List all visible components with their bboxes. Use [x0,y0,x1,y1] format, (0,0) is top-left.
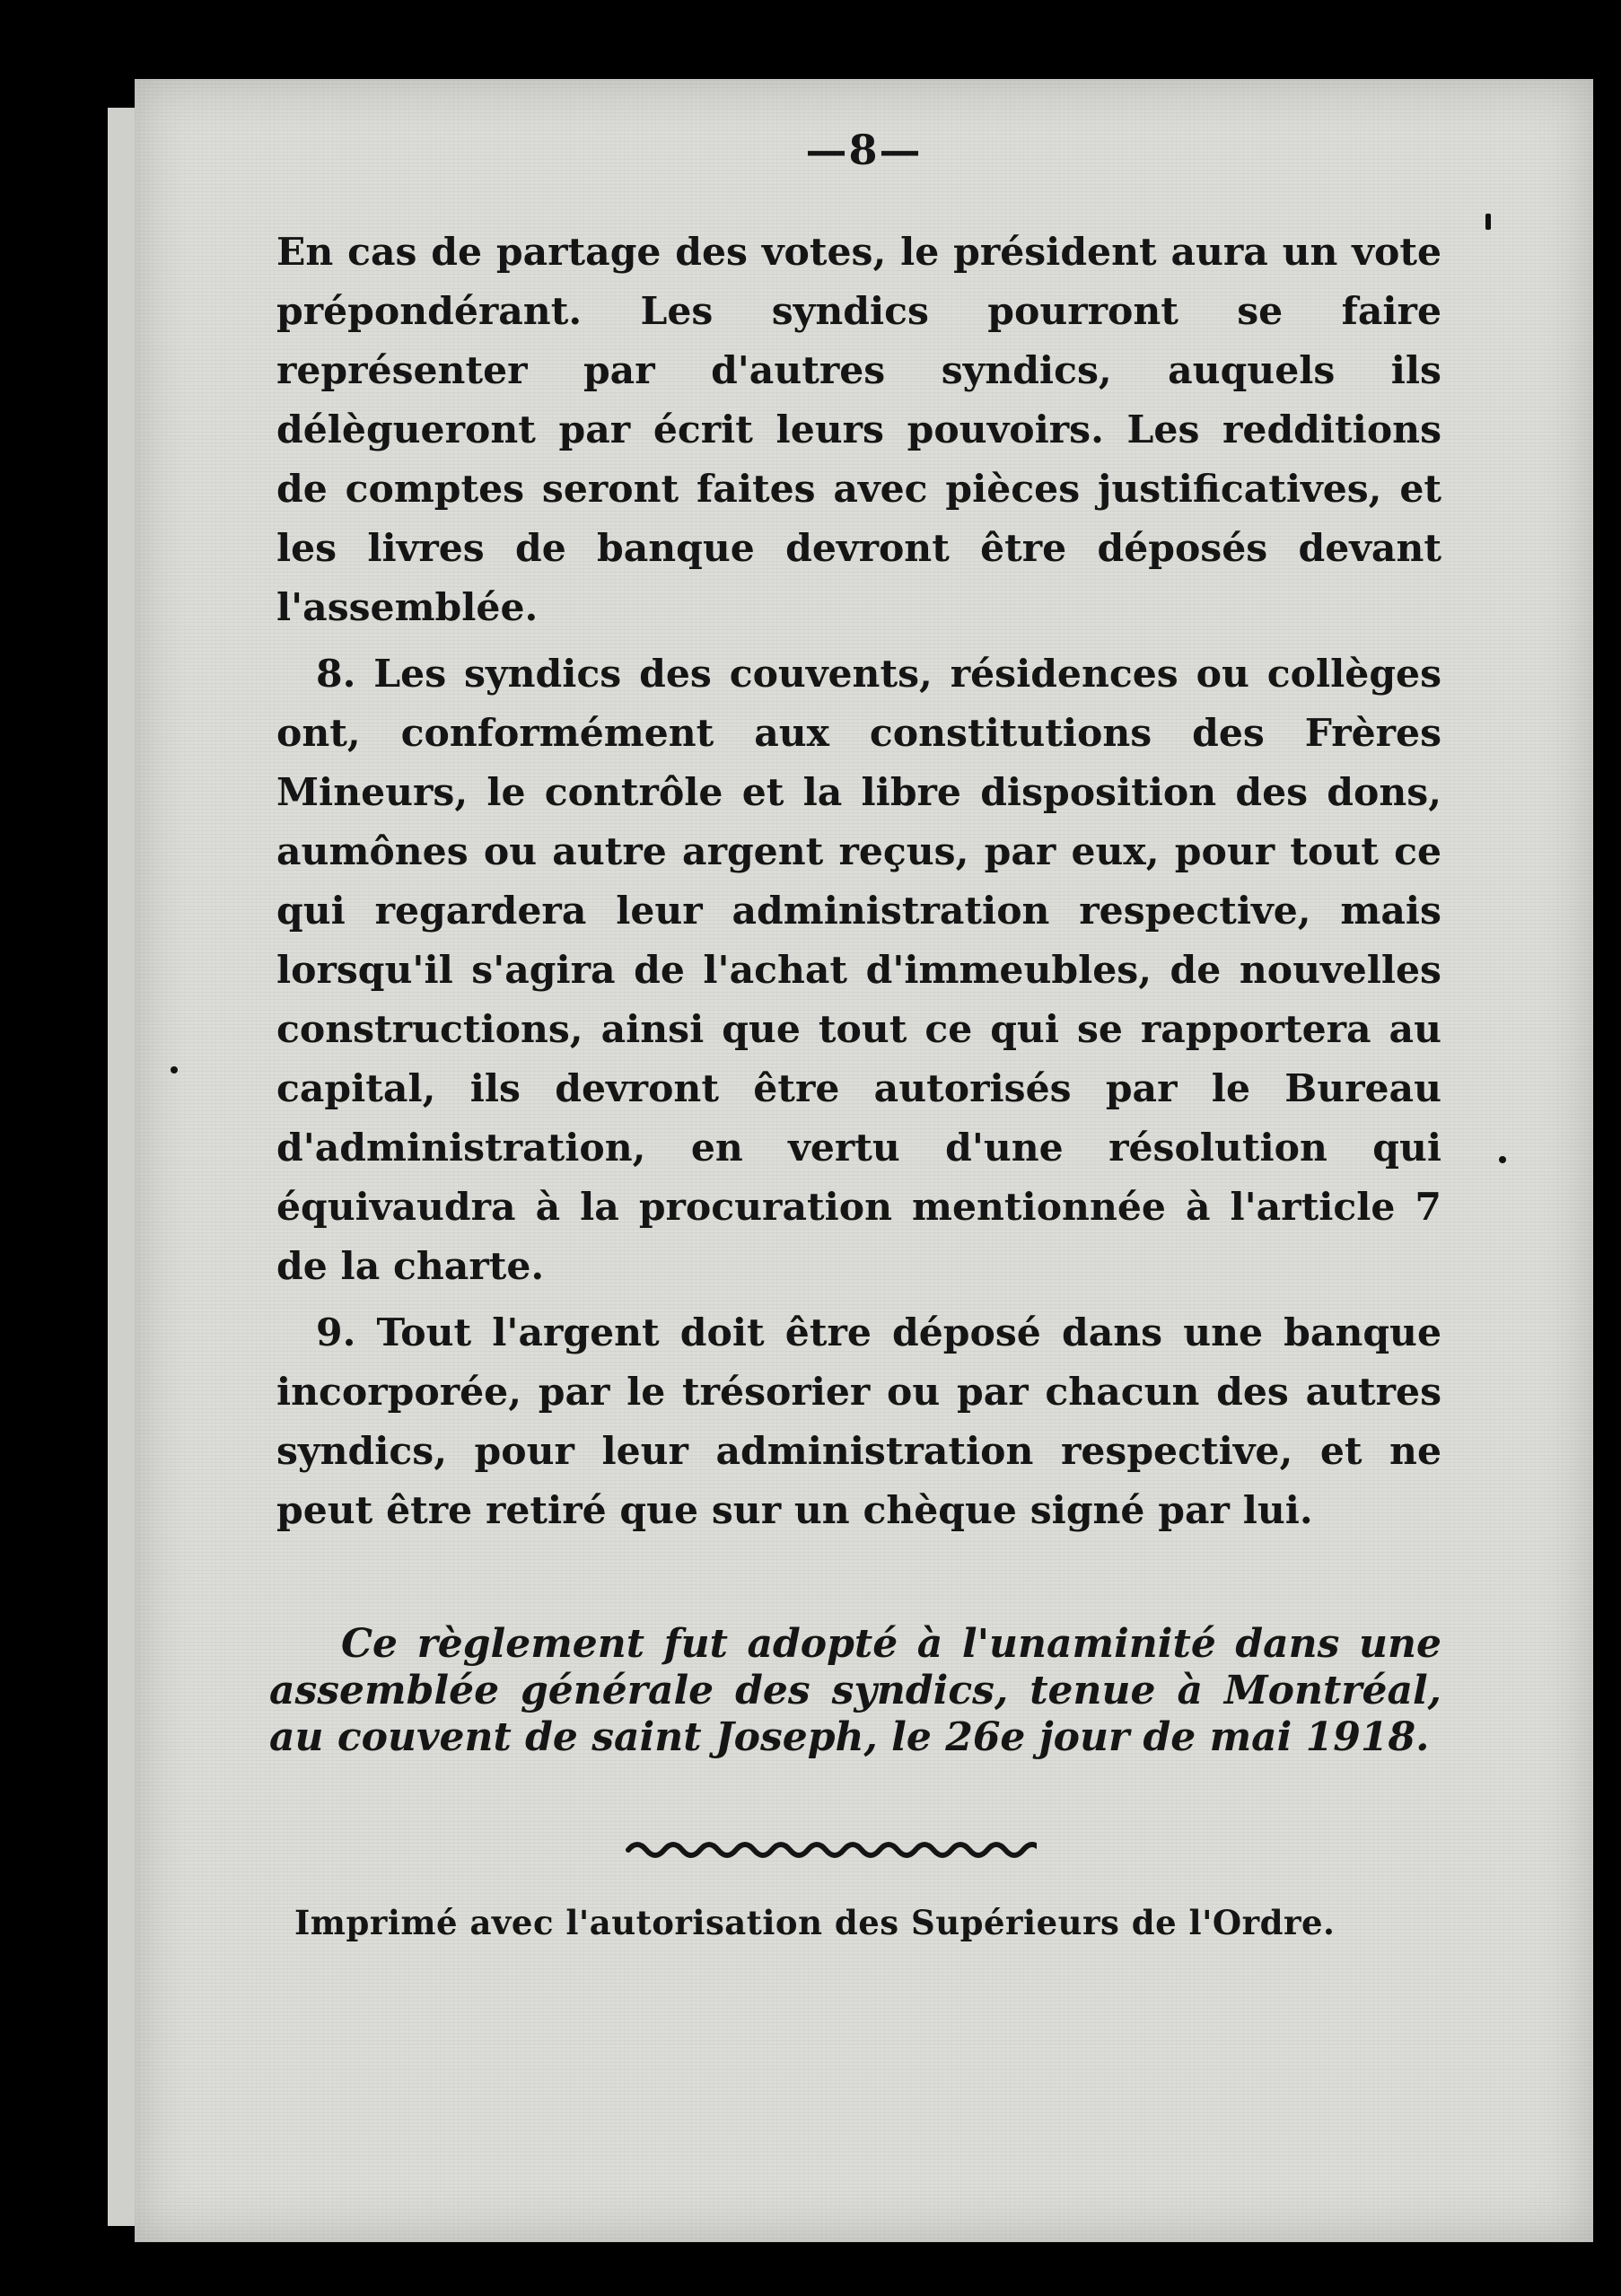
paragraph-article-8: 8. Les syndics des couvents, résidences ou collèges ont, conformément aux constitutions des Frères Mineurs, le contrôle et la libre disposition des dons, aumônes ou autre argent reçus, par eux, pour tout ce qui regardera leur administration respective, mais lorsqu'il s'agira de l'achat d'immeubles, de nouvelles constructions, ainsi que tout ce qui se rapportera au capital, ils devront être autorisés par le Bureau d'administration, en vertu d'une résolution qui équivaudra à la procuration mentionnée à l'article 7 de la charte. [276,652,1441,1289]
paragraph-voting: En cas de partage des votes, le président aura un vote prépondérant. Les syndics pourront se faire représenter par d'autres syndics, auquels ils délègueront par écrit leurs pouvoirs. Les redditions de comptes seront faites avec pièces justificatives, et les livres de banque devront être déposés devant l'assemblée. [276,230,1441,630]
ink-speck [1499,1156,1506,1163]
imprint-line: Imprimé avec l'autorisation des Supérieurs de l'Ordre. [294,1903,1336,1942]
resolution-note: Ce règlement fut adopté à l'unaminité dans une assemblée générale des syndics, tenue à Montréal, au couvent de saint Joseph, le 26e jour de mai 1918. [269,1621,1441,1760]
ink-speck [171,1066,178,1074]
paragraph-article-9: 9. Tout l'argent doit être déposé dans une banque incorporée, par le trésorier ou par chacun des autres syndics, pour leur administration respective, et ne peut être retiré que sur un chèque signé par lui. [276,1310,1441,1533]
scanned-page [135,79,1593,2242]
body-text [276,223,1441,1547]
page-number: —8— [805,126,923,174]
ink-speck [1485,214,1491,230]
wavy-rule-ornament [624,1836,1037,1863]
scan-edge [108,108,135,2226]
